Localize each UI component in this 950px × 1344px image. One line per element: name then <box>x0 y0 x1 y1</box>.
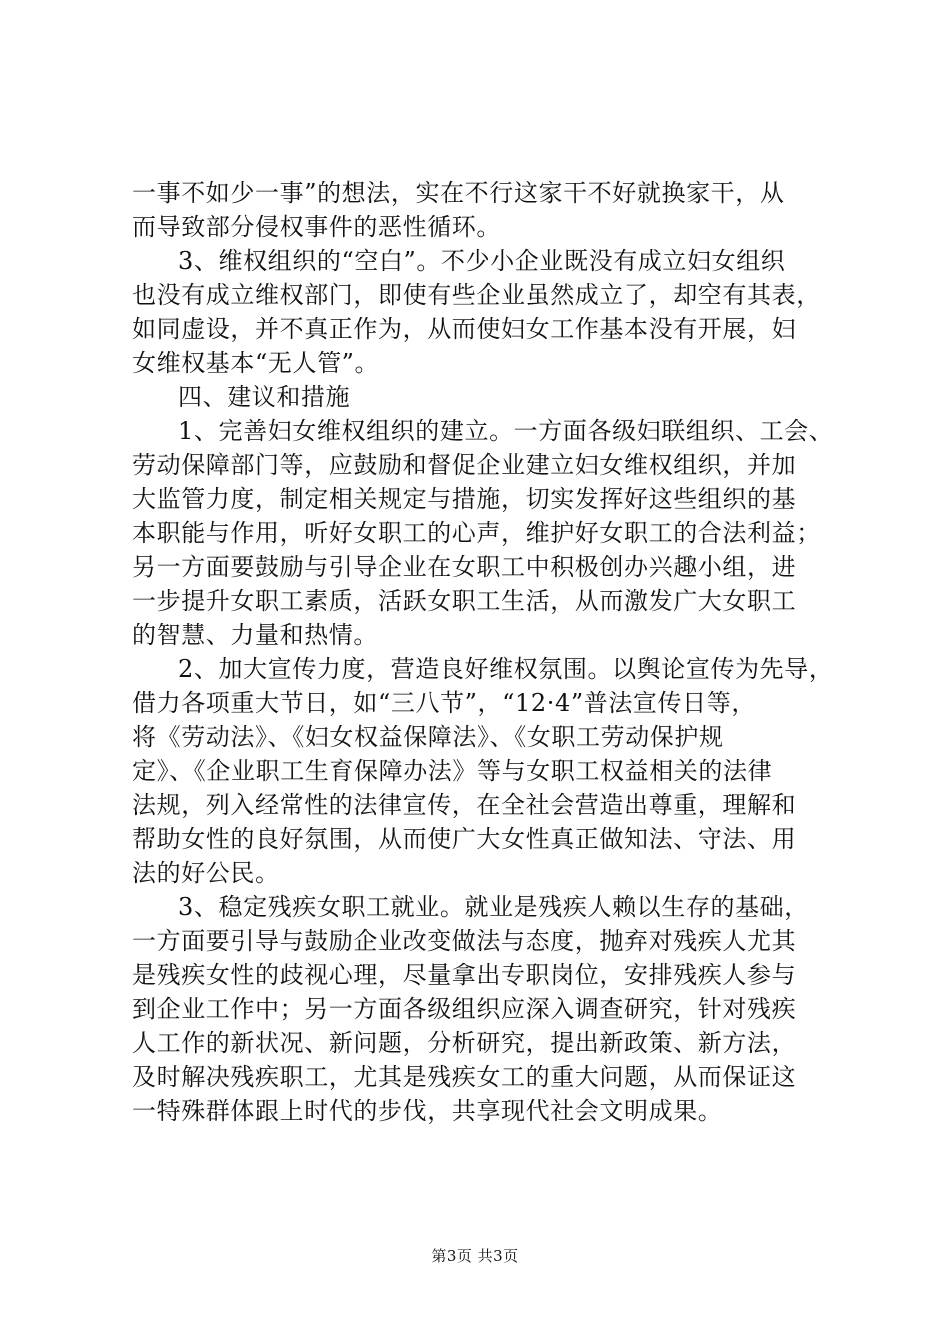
text-line: 一方面要引导与鼓励企业改变做法与态度，抛弃对残疾人尤其 <box>132 927 797 955</box>
text-line: 如同虚设，并不真正作为，从而使妇女工作基本没有开展，妇 <box>132 315 797 343</box>
text-line: 女维权基本“无人管”。 <box>132 349 380 377</box>
page-number-footer: 第3页 共3页 <box>431 1247 519 1265</box>
paragraph-first-line: 1、完善妇女维权组织的建立。一方面各级妇联组织、工会、 <box>178 417 834 445</box>
text-line: 定》、《企业职工生育保障办法》等与女职工权益相关的法律 <box>132 757 773 785</box>
text-line: 人工作的新状况、新问题，分析研究，提出新政策、新方法， <box>132 1029 797 1057</box>
text-line: 借力各项重大节日，如“三八节”，“12·4”普法宣传日等， <box>132 689 756 717</box>
text-line: 另一方面要鼓励与引导企业在女职工中积极创办兴趣小组，进 <box>132 553 797 581</box>
paragraph-first-line: 3、稳定残疾女职工就业。就业是残疾人赖以生存的基础， <box>178 893 809 921</box>
text-line: 劳动保障部门等，应鼓励和督促企业建立妇女维权组织，并加 <box>132 451 797 479</box>
text-line: 及时解决残疾职工，尤其是残疾女工的重大问题，从而保证这 <box>132 1063 797 1091</box>
text-line: 也没有成立维权部门，即使有些企业虽然成立了，却空有其表， <box>132 281 821 309</box>
text-line: 法的好公民。 <box>132 859 280 887</box>
text-line: 帮助女性的良好氛围，从而使广大女性真正做知法、守法、用 <box>132 825 797 853</box>
text-line: 到企业工作中；另一方面各级组织应深入调查研究，针对残疾 <box>132 995 797 1023</box>
text-line: 法规，列入经常性的法律宣传，在全社会营造出尊重，理解和 <box>132 791 797 819</box>
text-line: 一特殊群体跟上时代的步伐，共享现代社会文明成果。 <box>132 1097 723 1125</box>
text-line: 本职能与作用，听好女职工的心声，维护好女职工的合法利益； <box>132 519 821 547</box>
text-line: 大监管力度，制定相关规定与措施，切实发挥好这些组织的基 <box>132 485 797 513</box>
paragraph-first-line: 2、加大宣传力度，营造良好维权氛围。以舆论宣传为先导， <box>178 655 834 683</box>
text-line: 一步提升女职工素质，活跃女职工生活，从而激发广大女职工 <box>132 587 797 615</box>
paragraph-first-line: 3、维权组织的“空白”。不少小企业既没有成立妇女组织 <box>178 247 786 275</box>
section-heading: 四、建议和措施 <box>178 383 351 411</box>
text-line: 而导致部分侵权事件的恶性循环。 <box>132 213 501 241</box>
text-line: 的智慧、力量和热情。 <box>132 621 378 649</box>
text-line: 是残疾女性的歧视心理，尽量拿出专职岗位，安排残疾人参与 <box>132 961 797 989</box>
text-line: 一事不如少一事”的想法，实在不行这家干不好就换家干，从 <box>132 179 785 207</box>
text-line: 将《劳动法》、《妇女权益保障法》、《女职工劳动保护规 <box>132 723 724 751</box>
